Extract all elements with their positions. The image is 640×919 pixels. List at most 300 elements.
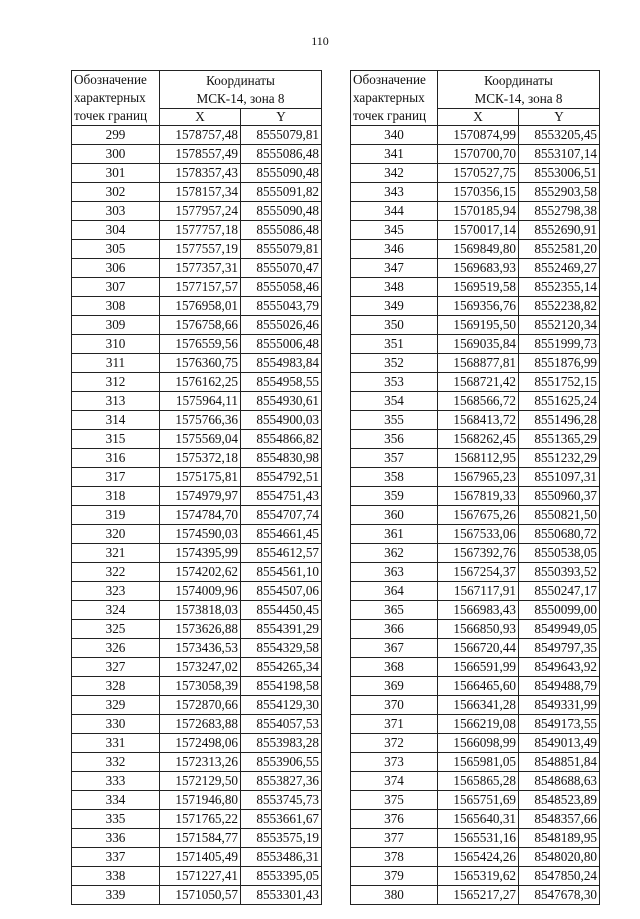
point-number: 358 xyxy=(351,468,438,487)
coord-y: 8554707,74 xyxy=(241,506,322,525)
table-row xyxy=(72,544,322,563)
coord-x: 1571405,49 xyxy=(160,848,241,867)
coord-x: 1566341,28 xyxy=(438,696,519,715)
point-number: 371 xyxy=(351,715,438,734)
point-number: 372 xyxy=(351,734,438,753)
table-row xyxy=(72,145,322,164)
coord-y: 8554830,98 xyxy=(241,449,322,468)
table-row xyxy=(351,734,600,753)
point-number: 312 xyxy=(72,373,160,392)
coord-y: 8549643,92 xyxy=(519,658,600,677)
coord-y: 8555091,82 xyxy=(241,183,322,202)
table-row xyxy=(351,449,600,468)
coord-x: 1566465,60 xyxy=(438,677,519,696)
table-row xyxy=(72,658,322,677)
table-row xyxy=(72,468,322,487)
coord-y: 8550099,00 xyxy=(519,601,600,620)
point-number: 301 xyxy=(72,164,160,183)
coord-y: 8554129,30 xyxy=(241,696,322,715)
table-row xyxy=(72,734,322,753)
table-row xyxy=(351,487,600,506)
coord-y: 8555086,48 xyxy=(241,145,322,164)
table-row xyxy=(351,753,600,772)
coord-x: 1568566,72 xyxy=(438,392,519,411)
table-row xyxy=(351,202,600,221)
point-number: 343 xyxy=(351,183,438,202)
coord-x: 1574395,99 xyxy=(160,544,241,563)
coord-y: 8550538,05 xyxy=(519,544,600,563)
point-number: 375 xyxy=(351,791,438,810)
point-number: 311 xyxy=(72,354,160,373)
header-coordinates: Координаты МСК-14, зона 8 xyxy=(438,71,600,109)
point-number: 352 xyxy=(351,354,438,373)
coord-x: 1577757,18 xyxy=(160,221,241,240)
table-row xyxy=(351,335,600,354)
coord-x: 1573818,03 xyxy=(160,601,241,620)
coord-y: 8549173,55 xyxy=(519,715,600,734)
table-row xyxy=(351,373,600,392)
coord-y: 8555043,79 xyxy=(241,297,322,316)
coord-y: 8547850,24 xyxy=(519,867,600,886)
point-number: 378 xyxy=(351,848,438,867)
coord-y: 8549949,05 xyxy=(519,620,600,639)
point-number: 332 xyxy=(72,753,160,772)
coord-y: 8554612,57 xyxy=(241,544,322,563)
table-row xyxy=(351,183,600,202)
coord-y: 8554792,51 xyxy=(241,468,322,487)
table-row xyxy=(351,354,600,373)
coord-y: 8553906,55 xyxy=(241,753,322,772)
table-row xyxy=(351,658,600,677)
point-number: 323 xyxy=(72,582,160,601)
coord-x: 1567675,26 xyxy=(438,506,519,525)
coord-y: 8555026,46 xyxy=(241,316,322,335)
coord-x: 1570356,15 xyxy=(438,183,519,202)
point-number: 346 xyxy=(351,240,438,259)
header-point-designation: Обозначение характерных точек границ xyxy=(351,71,438,126)
coord-y: 8553301,43 xyxy=(241,886,322,905)
point-number: 350 xyxy=(351,316,438,335)
coord-x: 1565751,69 xyxy=(438,791,519,810)
point-number: 309 xyxy=(72,316,160,335)
table-row xyxy=(351,126,600,145)
coord-x: 1573436,53 xyxy=(160,639,241,658)
coord-y: 8555079,81 xyxy=(241,126,322,145)
coord-x: 1566850,93 xyxy=(438,620,519,639)
coord-x: 1569195,50 xyxy=(438,316,519,335)
coord-x: 1572498,06 xyxy=(160,734,241,753)
table-row xyxy=(72,753,322,772)
table-row xyxy=(72,316,322,335)
coord-x: 1567965,23 xyxy=(438,468,519,487)
point-number: 356 xyxy=(351,430,438,449)
coord-y: 8555090,48 xyxy=(241,202,322,221)
coord-x: 1566983,43 xyxy=(438,601,519,620)
table-row xyxy=(351,620,600,639)
point-number: 370 xyxy=(351,696,438,715)
coord-x: 1575964,11 xyxy=(160,392,241,411)
table-row xyxy=(72,297,322,316)
point-number: 316 xyxy=(72,449,160,468)
point-number: 342 xyxy=(351,164,438,183)
point-number: 362 xyxy=(351,544,438,563)
coord-x: 1567819,33 xyxy=(438,487,519,506)
table-row xyxy=(72,411,322,430)
coord-x: 1578557,49 xyxy=(160,145,241,164)
table-row xyxy=(351,468,600,487)
point-number: 338 xyxy=(72,867,160,886)
coord-y: 8554450,45 xyxy=(241,601,322,620)
coord-x: 1565319,62 xyxy=(438,867,519,886)
header-x: X xyxy=(438,109,519,126)
coord-x: 1576559,56 xyxy=(160,335,241,354)
coord-x: 1568721,42 xyxy=(438,373,519,392)
header-y: Y xyxy=(241,109,322,126)
coord-x: 1576360,75 xyxy=(160,354,241,373)
table-row xyxy=(72,506,322,525)
point-number: 331 xyxy=(72,734,160,753)
coord-x: 1577157,57 xyxy=(160,278,241,297)
coordinates-table-right xyxy=(350,70,600,905)
coord-y: 8553745,73 xyxy=(241,791,322,810)
coord-y: 8551232,29 xyxy=(519,449,600,468)
point-number: 321 xyxy=(72,544,160,563)
coord-y: 8553205,45 xyxy=(519,126,600,145)
coord-x: 1568413,72 xyxy=(438,411,519,430)
coord-x: 1566219,08 xyxy=(438,715,519,734)
table-row xyxy=(72,335,322,354)
coord-x: 1570700,70 xyxy=(438,145,519,164)
coord-x: 1571050,57 xyxy=(160,886,241,905)
coord-y: 8554561,10 xyxy=(241,563,322,582)
coord-y: 8552469,27 xyxy=(519,259,600,278)
coord-x: 1569683,93 xyxy=(438,259,519,278)
point-number: 348 xyxy=(351,278,438,297)
coord-y: 8550680,72 xyxy=(519,525,600,544)
coord-y: 8549013,49 xyxy=(519,734,600,753)
table-row xyxy=(351,886,600,905)
point-number: 303 xyxy=(72,202,160,221)
table-row xyxy=(72,715,322,734)
point-number: 363 xyxy=(351,563,438,582)
table-row xyxy=(351,240,600,259)
point-number: 354 xyxy=(351,392,438,411)
point-number: 335 xyxy=(72,810,160,829)
table-row xyxy=(72,430,322,449)
coord-x: 1578357,43 xyxy=(160,164,241,183)
point-number: 357 xyxy=(351,449,438,468)
coord-x: 1578757,48 xyxy=(160,126,241,145)
table-row xyxy=(351,506,600,525)
coordinates-table-left xyxy=(71,70,322,905)
coord-x: 1569035,84 xyxy=(438,335,519,354)
coord-x: 1574009,96 xyxy=(160,582,241,601)
coord-x: 1565217,27 xyxy=(438,886,519,905)
table-row xyxy=(351,392,600,411)
point-number: 345 xyxy=(351,221,438,240)
coord-y: 8553395,05 xyxy=(241,867,322,886)
coord-y: 8552238,82 xyxy=(519,297,600,316)
point-number: 315 xyxy=(72,430,160,449)
table-row xyxy=(351,696,600,715)
table-row xyxy=(72,886,322,905)
coord-y: 8551876,99 xyxy=(519,354,600,373)
table-row xyxy=(351,582,600,601)
point-number: 365 xyxy=(351,601,438,620)
table-row xyxy=(72,278,322,297)
coord-x: 1567254,37 xyxy=(438,563,519,582)
coord-x: 1568112,95 xyxy=(438,449,519,468)
coord-y: 8554751,43 xyxy=(241,487,322,506)
coord-x: 1578157,34 xyxy=(160,183,241,202)
coord-y: 8553661,67 xyxy=(241,810,322,829)
coord-x: 1567533,06 xyxy=(438,525,519,544)
point-number: 327 xyxy=(72,658,160,677)
table-row xyxy=(72,563,322,582)
coord-y: 8555090,48 xyxy=(241,164,322,183)
point-number: 351 xyxy=(351,335,438,354)
table-row xyxy=(72,829,322,848)
point-number: 369 xyxy=(351,677,438,696)
coord-x: 1568877,81 xyxy=(438,354,519,373)
coord-y: 8549488,79 xyxy=(519,677,600,696)
table-row xyxy=(72,259,322,278)
point-number: 367 xyxy=(351,639,438,658)
table-row xyxy=(351,145,600,164)
table-row xyxy=(351,848,600,867)
table-row xyxy=(351,677,600,696)
point-number: 302 xyxy=(72,183,160,202)
coord-y: 8555079,81 xyxy=(241,240,322,259)
coord-y: 8553486,31 xyxy=(241,848,322,867)
table-row xyxy=(72,487,322,506)
table-row xyxy=(72,164,322,183)
table-row xyxy=(351,430,600,449)
coord-y: 8548523,89 xyxy=(519,791,600,810)
point-number: 334 xyxy=(72,791,160,810)
table-row xyxy=(72,601,322,620)
coord-y: 8554391,29 xyxy=(241,620,322,639)
point-number: 328 xyxy=(72,677,160,696)
coord-x: 1577357,31 xyxy=(160,259,241,278)
coord-x: 1566720,44 xyxy=(438,639,519,658)
coord-y: 8552690,91 xyxy=(519,221,600,240)
point-number: 313 xyxy=(72,392,160,411)
point-number: 360 xyxy=(351,506,438,525)
coord-x: 1576958,01 xyxy=(160,297,241,316)
point-number: 340 xyxy=(351,126,438,145)
table-row xyxy=(72,392,322,411)
coord-x: 1573058,39 xyxy=(160,677,241,696)
coord-x: 1575372,18 xyxy=(160,449,241,468)
coord-x: 1577957,24 xyxy=(160,202,241,221)
coord-x: 1575766,36 xyxy=(160,411,241,430)
coord-x: 1570185,94 xyxy=(438,202,519,221)
coord-x: 1565531,16 xyxy=(438,829,519,848)
coord-y: 8554983,84 xyxy=(241,354,322,373)
coord-x: 1572870,66 xyxy=(160,696,241,715)
coord-x: 1568262,45 xyxy=(438,430,519,449)
table-row xyxy=(351,316,600,335)
coord-y: 8555086,48 xyxy=(241,221,322,240)
header-y: Y xyxy=(519,109,600,126)
coord-y: 8552798,38 xyxy=(519,202,600,221)
coord-y: 8550247,17 xyxy=(519,582,600,601)
table-row xyxy=(351,810,600,829)
coord-x: 1569519,58 xyxy=(438,278,519,297)
point-number: 319 xyxy=(72,506,160,525)
coord-y: 8554930,61 xyxy=(241,392,322,411)
coord-x: 1570527,75 xyxy=(438,164,519,183)
coord-x: 1572313,26 xyxy=(160,753,241,772)
coord-x: 1573626,88 xyxy=(160,620,241,639)
table-row xyxy=(72,639,322,658)
table-row xyxy=(351,525,600,544)
coord-y: 8552355,14 xyxy=(519,278,600,297)
point-number: 317 xyxy=(72,468,160,487)
table-row xyxy=(351,772,600,791)
point-number: 359 xyxy=(351,487,438,506)
point-number: 325 xyxy=(72,620,160,639)
table-row xyxy=(72,848,322,867)
point-number: 347 xyxy=(351,259,438,278)
table-row xyxy=(351,715,600,734)
coord-x: 1565981,05 xyxy=(438,753,519,772)
coord-x: 1572683,88 xyxy=(160,715,241,734)
coord-y: 8553006,51 xyxy=(519,164,600,183)
coord-y: 8553983,28 xyxy=(241,734,322,753)
point-number: 373 xyxy=(351,753,438,772)
coord-y: 8554057,53 xyxy=(241,715,322,734)
point-number: 353 xyxy=(351,373,438,392)
point-number: 306 xyxy=(72,259,160,278)
point-number: 339 xyxy=(72,886,160,905)
coord-y: 8548189,95 xyxy=(519,829,600,848)
coord-x: 1574979,97 xyxy=(160,487,241,506)
coord-y: 8552581,20 xyxy=(519,240,600,259)
page-number: 110 xyxy=(311,34,329,48)
coord-y: 8548020,80 xyxy=(519,848,600,867)
coord-x: 1565865,28 xyxy=(438,772,519,791)
coord-y: 8551097,31 xyxy=(519,468,600,487)
coord-x: 1566098,99 xyxy=(438,734,519,753)
coord-y: 8551496,28 xyxy=(519,411,600,430)
coord-x: 1570874,99 xyxy=(438,126,519,145)
coord-x: 1574784,70 xyxy=(160,506,241,525)
point-number: 361 xyxy=(351,525,438,544)
point-number: 300 xyxy=(72,145,160,164)
coord-y: 8550821,50 xyxy=(519,506,600,525)
table-row xyxy=(351,829,600,848)
coord-x: 1571946,80 xyxy=(160,791,241,810)
table-row xyxy=(72,354,322,373)
coord-y: 8551752,15 xyxy=(519,373,600,392)
table-row xyxy=(72,373,322,392)
point-number: 364 xyxy=(351,582,438,601)
coord-y: 8551365,29 xyxy=(519,430,600,449)
coord-y: 8550960,37 xyxy=(519,487,600,506)
coord-x: 1574202,62 xyxy=(160,563,241,582)
table-row xyxy=(72,810,322,829)
table-row xyxy=(351,563,600,582)
coord-y: 8553827,36 xyxy=(241,772,322,791)
coord-x: 1570017,14 xyxy=(438,221,519,240)
point-number: 314 xyxy=(72,411,160,430)
coord-y: 8548357,66 xyxy=(519,810,600,829)
table-row xyxy=(72,696,322,715)
table-row xyxy=(351,221,600,240)
coord-y: 8550393,52 xyxy=(519,563,600,582)
point-number: 305 xyxy=(72,240,160,259)
point-number: 344 xyxy=(351,202,438,221)
table-row xyxy=(72,525,322,544)
coord-y: 8548851,84 xyxy=(519,753,600,772)
table-row xyxy=(72,677,322,696)
coord-x: 1569356,76 xyxy=(438,297,519,316)
point-number: 355 xyxy=(351,411,438,430)
point-number: 320 xyxy=(72,525,160,544)
table-row xyxy=(351,867,600,886)
table-row xyxy=(351,639,600,658)
coord-y: 8555058,46 xyxy=(241,278,322,297)
coord-y: 8553107,14 xyxy=(519,145,600,164)
table-row xyxy=(351,544,600,563)
coord-y: 8554958,55 xyxy=(241,373,322,392)
coord-y: 8551625,24 xyxy=(519,392,600,411)
coord-x: 1571584,77 xyxy=(160,829,241,848)
point-number: 324 xyxy=(72,601,160,620)
table-row xyxy=(72,221,322,240)
point-number: 337 xyxy=(72,848,160,867)
table-row xyxy=(72,126,322,145)
coord-x: 1566591,99 xyxy=(438,658,519,677)
point-number: 329 xyxy=(72,696,160,715)
coord-x: 1575569,04 xyxy=(160,430,241,449)
point-number: 376 xyxy=(351,810,438,829)
table-body-left xyxy=(72,126,322,905)
coord-y: 8554198,58 xyxy=(241,677,322,696)
header-point-designation: Обозначение характерных точек границ xyxy=(72,71,160,126)
point-number: 307 xyxy=(72,278,160,297)
coord-y: 8548688,63 xyxy=(519,772,600,791)
coord-x: 1575175,81 xyxy=(160,468,241,487)
coord-y: 8547678,30 xyxy=(519,886,600,905)
coord-x: 1567117,91 xyxy=(438,582,519,601)
coord-y: 8549797,35 xyxy=(519,639,600,658)
coord-y: 8549331,99 xyxy=(519,696,600,715)
point-number: 308 xyxy=(72,297,160,316)
point-number: 377 xyxy=(351,829,438,848)
coord-y: 8555070,47 xyxy=(241,259,322,278)
table-row xyxy=(72,772,322,791)
header-x: X xyxy=(160,109,241,126)
point-number: 380 xyxy=(351,886,438,905)
table-row xyxy=(72,582,322,601)
coord-x: 1577557,19 xyxy=(160,240,241,259)
point-number: 379 xyxy=(351,867,438,886)
table-row xyxy=(72,620,322,639)
point-number: 374 xyxy=(351,772,438,791)
point-number: 366 xyxy=(351,620,438,639)
coord-y: 8554329,58 xyxy=(241,639,322,658)
table-row xyxy=(351,259,600,278)
table-row xyxy=(351,278,600,297)
coord-y: 8552120,34 xyxy=(519,316,600,335)
point-number: 322 xyxy=(72,563,160,582)
coord-y: 8551999,73 xyxy=(519,335,600,354)
table-row xyxy=(72,183,322,202)
table-row xyxy=(72,449,322,468)
